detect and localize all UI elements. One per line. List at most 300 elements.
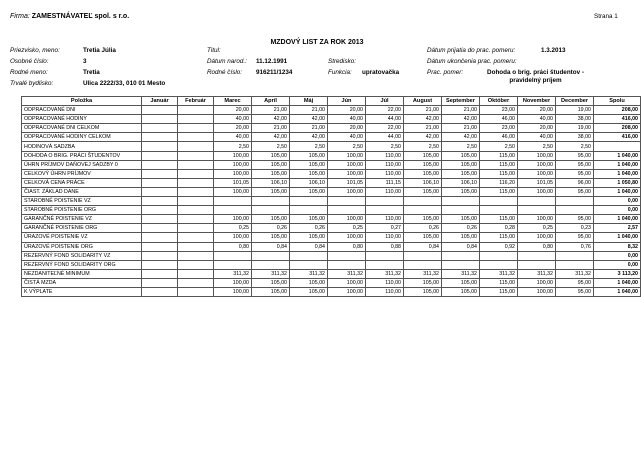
table-cell: 105,00: [252, 215, 290, 224]
table-cell: [178, 142, 214, 151]
table-row: [22, 197, 641, 206]
table-cell: 105,00: [404, 187, 442, 196]
row-label: ODPRACOVANÉ HODINY CELKOM: [22, 133, 142, 142]
table-row: [22, 160, 641, 169]
table-cell: 105,00: [404, 151, 442, 160]
table-cell: 21,00: [252, 124, 290, 133]
table-cell: 106,10: [252, 178, 290, 187]
table-cell: 115,00: [480, 287, 518, 296]
table-cell: [480, 260, 518, 269]
table-cell: [142, 224, 178, 233]
table-cell: 40,00: [518, 115, 556, 124]
table-cell: 100,00: [518, 160, 556, 169]
column-header: Október: [480, 97, 518, 106]
table-cell: [142, 151, 178, 160]
table-cell: [178, 233, 214, 242]
table-cell: 105,00: [442, 215, 480, 224]
table-cell: 46,00: [480, 115, 518, 124]
row-label: ČIAST. ZÁKLAD DANE: [22, 187, 142, 196]
table-cell: [404, 206, 442, 215]
pp-value: Dohoda o brig. práci študentov - pravidelný príjem: [487, 69, 584, 84]
row-label: STAROBNÉ POISTENIE VZ: [22, 197, 142, 206]
table-row: [22, 115, 641, 124]
table-cell: 105,00: [404, 233, 442, 242]
table-cell: [142, 251, 178, 260]
table-cell: 110,00: [366, 215, 404, 224]
column-header: Máj: [290, 97, 328, 106]
table-cell: 20,00: [518, 124, 556, 133]
table-cell: [178, 251, 214, 260]
table-cell: [518, 206, 556, 215]
table-cell: 2,50: [290, 142, 328, 151]
table-cell: [178, 124, 214, 133]
company-name: ZAMESTNÁVATEĽ spol. s r.o.: [31, 13, 130, 20]
table-row: [22, 106, 641, 115]
table-cell: 105,00: [290, 278, 328, 287]
table-row: [22, 251, 641, 260]
column-header: Február: [178, 97, 214, 106]
table-cell: 105,00: [252, 233, 290, 242]
birth-label: Dátum narod.:: [207, 58, 247, 65]
table-cell: 95,00: [556, 215, 594, 224]
table-cell: [178, 206, 214, 215]
table-cell: [214, 251, 252, 260]
table-cell: 42,00: [252, 115, 290, 124]
row-label: CELKOVÝ ÚHRN PRÍJMOV: [22, 169, 142, 178]
row-total: [594, 142, 641, 151]
table-cell: 105,00: [252, 151, 290, 160]
table-cell: 101,05: [518, 178, 556, 187]
row-label: ÚRAZOVÉ POISTENIE VZ: [22, 233, 142, 242]
row-total: 416,00: [594, 115, 641, 124]
table-cell: 105,00: [404, 287, 442, 296]
table-cell: 105,00: [290, 169, 328, 178]
table-cell: [252, 251, 290, 260]
column-header: Jún: [328, 97, 366, 106]
table-cell: [142, 242, 178, 251]
table-cell: 100,00: [214, 287, 252, 296]
table-cell: [178, 269, 214, 278]
table-cell: 100,00: [214, 233, 252, 242]
row-total: 208,00: [594, 124, 641, 133]
table-cell: 115,00: [480, 233, 518, 242]
table-cell: 100,00: [328, 233, 366, 242]
table-row: [22, 169, 641, 178]
page-title: MZDOVÝ LIST ZA ROK 2013: [270, 39, 364, 46]
table-cell: [178, 160, 214, 169]
table-cell: 2,50: [366, 142, 404, 151]
table-cell: 2,50: [442, 142, 480, 151]
table-cell: 20,00: [518, 106, 556, 115]
table-cell: 115,00: [480, 169, 518, 178]
table-header-row: [22, 97, 641, 106]
table-cell: [178, 178, 214, 187]
table-cell: [142, 106, 178, 115]
table-cell: [142, 133, 178, 142]
table-cell: [480, 251, 518, 260]
birth-value: 11.12.1991: [256, 58, 288, 65]
table-cell: 115,00: [480, 187, 518, 196]
company-label: Firma:: [10, 13, 30, 20]
table-cell: 311,32: [252, 269, 290, 278]
table-cell: [142, 160, 178, 169]
table-row: [22, 233, 641, 242]
table-cell: [556, 260, 594, 269]
row-total: 416,00: [594, 133, 641, 142]
table-cell: 20,00: [214, 106, 252, 115]
table-cell: 100,00: [214, 160, 252, 169]
table-cell: [178, 215, 214, 224]
table-cell: 95,00: [556, 151, 594, 160]
row-label: ÚRAZOVÉ POISTENIE ORG: [22, 242, 142, 251]
table-cell: 23,00: [480, 106, 518, 115]
table-cell: [442, 206, 480, 215]
rc-label: Rodné číslo:: [207, 69, 243, 76]
table-cell: [404, 251, 442, 260]
table-cell: [328, 260, 366, 269]
table-cell: 105,00: [290, 151, 328, 160]
table-cell: 311,32: [518, 269, 556, 278]
table-cell: [214, 206, 252, 215]
table-cell: 0,76: [556, 242, 594, 251]
table-cell: 105,00: [290, 233, 328, 242]
row-label: ÚHRN PRÍJMOV DAŇOVEJ SADZBY 0: [22, 160, 142, 169]
name-label: Priezvisko, meno:: [10, 47, 60, 54]
row-label: NEZDANITEĽNÉ MINIMUM: [22, 269, 142, 278]
table-cell: 95,00: [556, 287, 594, 296]
table-cell: 40,00: [328, 115, 366, 124]
row-label: GARANČNÉ POISTENIE VZ: [22, 215, 142, 224]
personal-value: 3: [83, 58, 87, 65]
row-total: 1 050,80: [594, 178, 641, 187]
table-cell: 21,00: [404, 124, 442, 133]
table-cell: [556, 206, 594, 215]
table-cell: [366, 260, 404, 269]
table-cell: 0,26: [290, 224, 328, 233]
table-row: [22, 242, 641, 251]
table-cell: 21,00: [442, 106, 480, 115]
table-row: [22, 151, 641, 160]
table-cell: [142, 260, 178, 269]
table-cell: [142, 178, 178, 187]
table-row: [22, 224, 641, 233]
row-label: CELKOVÁ CENA PRÁCE: [22, 178, 142, 187]
table-cell: [556, 197, 594, 206]
table-cell: 0,23: [556, 224, 594, 233]
table-cell: 23,00: [480, 124, 518, 133]
table-cell: 20,00: [214, 124, 252, 133]
table-cell: [518, 197, 556, 206]
table-cell: 105,00: [252, 160, 290, 169]
table-cell: [178, 106, 214, 115]
personal-label: Osobné číslo:: [10, 58, 49, 65]
table-cell: 42,00: [404, 115, 442, 124]
row-label: ODPRACOVANÉ HODINY: [22, 115, 142, 124]
table-cell: 40,00: [214, 115, 252, 124]
table-cell: [366, 206, 404, 215]
table-cell: [328, 206, 366, 215]
table-cell: [142, 197, 178, 206]
end-label: Dátum ukončenia prac. pomeru:: [427, 58, 517, 65]
table-cell: 0,84: [290, 242, 328, 251]
table-cell: [252, 206, 290, 215]
row-total: 1 040,00: [594, 151, 641, 160]
table-cell: 105,00: [252, 278, 290, 287]
table-cell: 22,00: [366, 124, 404, 133]
row-label: ODPRACOVANÉ DNI: [22, 106, 142, 115]
table-cell: 110,00: [366, 287, 404, 296]
table-cell: 111,15: [366, 178, 404, 187]
table-cell: 100,00: [214, 187, 252, 196]
table-row: [22, 133, 641, 142]
table-cell: 100,00: [214, 169, 252, 178]
row-total: 0,00: [594, 251, 641, 260]
table-cell: 44,00: [366, 115, 404, 124]
table-cell: [178, 169, 214, 178]
table-cell: 105,00: [442, 160, 480, 169]
row-total: 1 040,00: [594, 187, 641, 196]
table-cell: 100,00: [214, 215, 252, 224]
table-cell: 100,00: [518, 151, 556, 160]
table-cell: 105,00: [252, 187, 290, 196]
table-cell: [214, 260, 252, 269]
table-cell: [252, 197, 290, 206]
table-cell: [142, 124, 178, 133]
row-total: 2,57: [594, 224, 641, 233]
table-cell: 100,00: [328, 151, 366, 160]
column-header: Júl: [366, 97, 404, 106]
table-cell: 42,00: [290, 115, 328, 124]
table-row: [22, 206, 641, 215]
row-label: K VÝPLATE: [22, 287, 142, 296]
table-cell: 40,00: [328, 133, 366, 142]
table-cell: 110,00: [366, 151, 404, 160]
row-label: ČISTÁ MZDA: [22, 278, 142, 287]
table-cell: 105,00: [290, 160, 328, 169]
table-cell: 105,00: [404, 278, 442, 287]
page-number: Strana 1: [594, 13, 618, 20]
table-cell: 311,32: [556, 269, 594, 278]
row-total: 3 113,20: [594, 269, 641, 278]
table-cell: 100,00: [328, 169, 366, 178]
table-cell: 20,00: [328, 106, 366, 115]
table-cell: 110,00: [366, 169, 404, 178]
table-cell: 100,00: [518, 278, 556, 287]
pp-label: Prac. pomer:: [427, 69, 464, 76]
column-header: November: [518, 97, 556, 106]
table-row: [22, 278, 641, 287]
table-cell: 100,00: [328, 215, 366, 224]
table-cell: [178, 278, 214, 287]
table-cell: 2,50: [252, 142, 290, 151]
row-total: 8,32: [594, 242, 641, 251]
table-cell: 21,00: [442, 124, 480, 133]
table-cell: 42,00: [252, 133, 290, 142]
table-cell: 100,00: [328, 187, 366, 196]
table-cell: [178, 197, 214, 206]
table-cell: [442, 197, 480, 206]
column-header: December: [556, 97, 594, 106]
table-cell: 22,00: [366, 106, 404, 115]
name-value: Tretia Júlia: [83, 47, 116, 54]
start-label: Dátum prijatia do prac. pomeru:: [427, 47, 516, 54]
table-cell: 0,84: [252, 242, 290, 251]
table-cell: 100,00: [518, 233, 556, 242]
table-row: [22, 287, 641, 296]
table-cell: 105,00: [442, 187, 480, 196]
table-cell: 105,00: [442, 233, 480, 242]
table-cell: [518, 260, 556, 269]
row-total: 1 040,00: [594, 233, 641, 242]
table-cell: 0,27: [366, 224, 404, 233]
table-cell: [142, 215, 178, 224]
table-body: [22, 106, 641, 297]
table-cell: 100,00: [328, 287, 366, 296]
table-cell: 95,00: [556, 169, 594, 178]
table-cell: 42,00: [404, 133, 442, 142]
table-cell: 115,00: [480, 215, 518, 224]
row-total: 1 040,00: [594, 287, 641, 296]
table-cell: 46,00: [480, 133, 518, 142]
row-label: DOHODA O BRIG. PRÁCI ŠTUDENTOV: [22, 151, 142, 160]
table-cell: 40,00: [518, 133, 556, 142]
rc-value: 916211/1234: [256, 69, 293, 76]
table-cell: [480, 197, 518, 206]
table-cell: 0,84: [442, 242, 480, 251]
table-cell: 311,32: [290, 269, 328, 278]
table-cell: 105,00: [290, 187, 328, 196]
table-cell: 100,00: [328, 278, 366, 287]
table-cell: 96,00: [556, 178, 594, 187]
table-cell: 42,00: [290, 133, 328, 142]
table-cell: 115,00: [480, 151, 518, 160]
table-cell: [290, 206, 328, 215]
table-cell: 2,50: [404, 142, 442, 151]
table-cell: 110,00: [366, 278, 404, 287]
row-label: REZERVNÝ FOND SOLIDARITY ORG: [22, 260, 142, 269]
table-cell: [178, 187, 214, 196]
table-cell: 110,00: [366, 160, 404, 169]
row-total: 1 040,00: [594, 278, 641, 287]
table-cell: 105,00: [404, 160, 442, 169]
table-row: [22, 124, 641, 133]
table-cell: [178, 287, 214, 296]
table-cell: 0,80: [518, 242, 556, 251]
table-cell: 115,00: [480, 160, 518, 169]
address-label: Trvalé bydlisko:: [10, 80, 54, 87]
table-cell: [178, 260, 214, 269]
table-cell: [442, 260, 480, 269]
table-cell: [142, 278, 178, 287]
column-header: August: [404, 97, 442, 106]
table-cell: 101,05: [328, 178, 366, 187]
table-cell: [178, 133, 214, 142]
table-cell: 311,32: [328, 269, 366, 278]
table-cell: 95,00: [556, 160, 594, 169]
table-cell: [442, 251, 480, 260]
row-label: HODINOVÁ SADZBA: [22, 142, 142, 151]
table-cell: [142, 206, 178, 215]
table-row: [22, 260, 641, 269]
table-cell: [328, 251, 366, 260]
table-cell: 105,00: [290, 287, 328, 296]
table-cell: 105,00: [442, 278, 480, 287]
table-cell: 311,32: [214, 269, 252, 278]
table-cell: [178, 242, 214, 251]
row-total: 1 040,00: [594, 169, 641, 178]
row-label: STAROBNÉ POISTENIE ORG: [22, 206, 142, 215]
row-total: 0,00: [594, 197, 641, 206]
table-cell: 100,00: [214, 151, 252, 160]
row-label: GARANČNÉ POISTENIE ORG: [22, 224, 142, 233]
table-cell: 21,00: [404, 106, 442, 115]
table-cell: [404, 197, 442, 206]
table-cell: 19,00: [556, 124, 594, 133]
table-cell: 100,00: [518, 169, 556, 178]
table-cell: [142, 187, 178, 196]
table-cell: 100,00: [214, 278, 252, 287]
table-cell: 105,00: [442, 287, 480, 296]
table-cell: [328, 197, 366, 206]
table-cell: [290, 251, 328, 260]
table-cell: 95,00: [556, 187, 594, 196]
column-header: Položka: [22, 97, 142, 106]
table-cell: 2,50: [214, 142, 252, 151]
row-label: ODPRACOVANÉ DNI CELKOM: [22, 124, 142, 133]
table-cell: 2,50: [480, 142, 518, 151]
table-cell: 0,25: [328, 224, 366, 233]
table-cell: 105,00: [404, 169, 442, 178]
column-header: Marec: [214, 97, 252, 106]
column-header: September: [442, 97, 480, 106]
table-cell: 105,00: [252, 169, 290, 178]
column-header: Január: [142, 97, 178, 106]
table-cell: 116,20: [480, 178, 518, 187]
table-cell: 21,00: [290, 106, 328, 115]
table-cell: [178, 115, 214, 124]
table-cell: 2,50: [518, 142, 556, 151]
function-label: Funkcia:: [328, 69, 352, 76]
table-cell: 105,00: [404, 215, 442, 224]
birthname-value: Tretia: [83, 69, 100, 76]
birthname-label: Rodné meno:: [10, 69, 48, 76]
table-cell: 38,00: [556, 133, 594, 142]
table-cell: 0,26: [404, 224, 442, 233]
table-cell: 0,92: [480, 242, 518, 251]
center-label: Stredisko:: [328, 58, 356, 65]
table-cell: [142, 142, 178, 151]
table-cell: 0,28: [480, 224, 518, 233]
table-cell: 110,00: [366, 187, 404, 196]
column-header: Apríl: [252, 97, 290, 106]
table-cell: 42,00: [442, 115, 480, 124]
table-cell: [366, 197, 404, 206]
table-cell: [290, 260, 328, 269]
table-cell: 311,32: [442, 269, 480, 278]
table-cell: [290, 197, 328, 206]
table-cell: 44,00: [366, 133, 404, 142]
row-total: 0,00: [594, 206, 641, 215]
table-cell: 95,00: [556, 278, 594, 287]
payroll-table: [21, 96, 641, 297]
table-cell: 110,00: [366, 233, 404, 242]
table-cell: 115,00: [480, 278, 518, 287]
address-value: Ulica 2222/33, 010 01 Mesto: [83, 80, 166, 87]
column-header: Spolu: [594, 97, 641, 106]
table-cell: 105,00: [442, 169, 480, 178]
table-cell: 42,00: [442, 133, 480, 142]
table-cell: 101,05: [214, 178, 252, 187]
